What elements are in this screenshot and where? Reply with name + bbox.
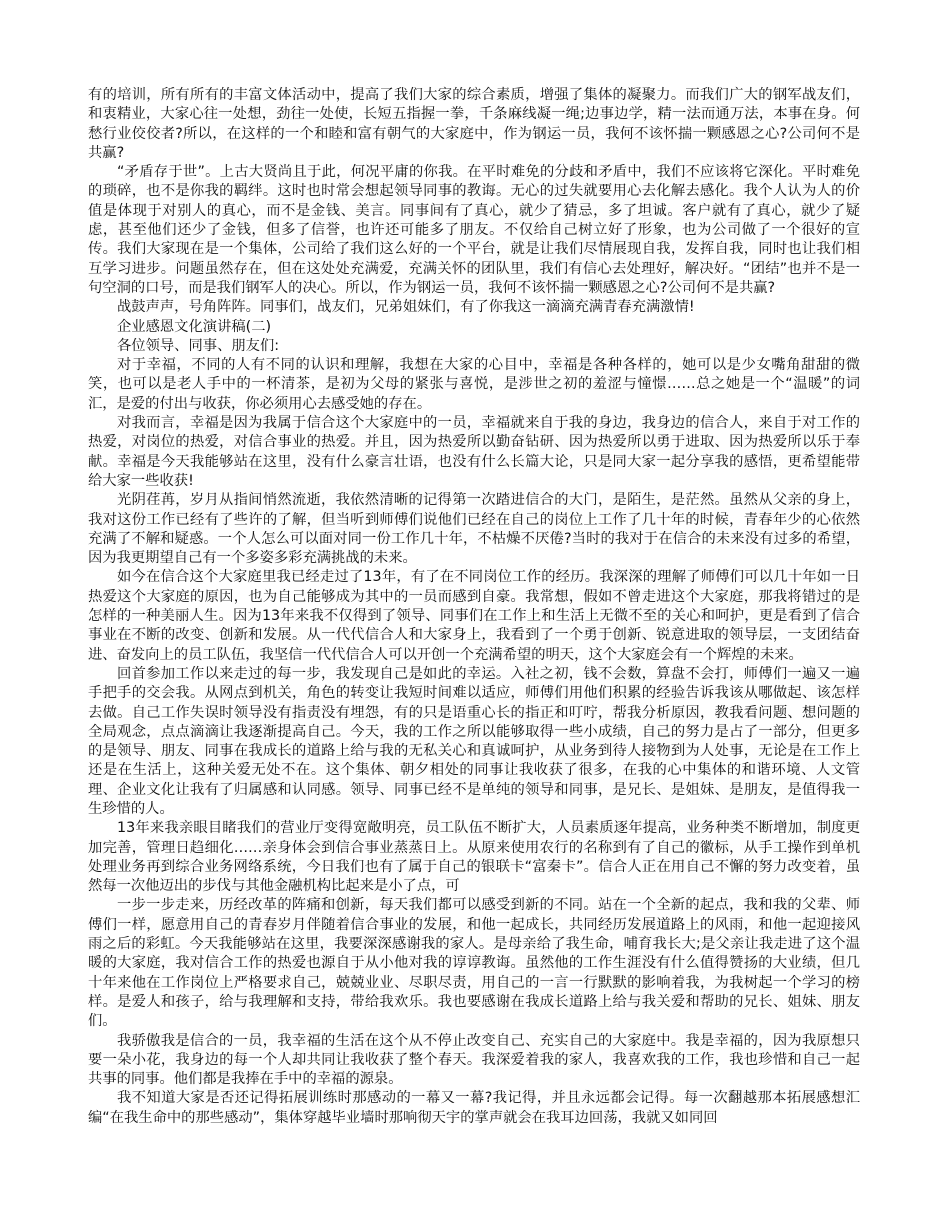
paragraph-14: 我不知道大家是否还记得拓展训练时那感动的一幕又一幕?我记得，并且永远都会记得。每一次翻越那本拓展感想汇编“在我生命中的那些感动”，集体穿越毕业墙时那响彻天宇的掌声就会在我耳边回荡，我就又如同回	[88, 1090, 860, 1126]
paragraph-3: 战鼓声声，号角阵阵。同事们，战友们，兄弟姐妹们，有了你我这一滴滴充满青春充满激情!	[117, 299, 695, 316]
document-page	[88, 86, 860, 1128]
paragraph-2: “矛盾存于世”。上古大贤尚且于此，何况平庸的你我。在平时难免的分歧和矛盾中，我们不应该将它深化。平时难免的琐碎，也不是你我的羁绊。这时也时常会想起领导同事的教诲。无心的过失就要用心去化解去感化。我个人认为人的价值是体现于对别人的真心，而不是金钱、美言。同事间有了真心，就少了猜忌，多了坦诚。客户就有了真心，就少了疑虑，甚至他们还少了金钱，但多了信誉，也许还可能多了朋友。不仅给自己树立好了形象，也为公司做了一个很好的宣传。我们大家现在是一个集体，公司给了我们这么好的一个平台，就是让我们尽情展现自我，发挥自我，同时也让我们相互学习进步。问题虽然存在，但在这处处充满爱，充满关怀的团队里，我们有信心去处理好，解决好。“团结”也并不是一句空洞的口号，而是我们钢军人的决心。所以，作为钢运一员，我何不该怀揣一颗感恩之心?公司何不是共赢?	[88, 164, 860, 296]
section-heading: 企业感恩文化演讲稿(二)	[117, 318, 272, 335]
paragraph-12: 一步一步走来，历经改革的阵痛和创新，每天我们都可以感受到新的不同。站在一个全新的起点，我和我的父辈、师傅们一样，愿意用自己的青春岁月伴随着信合事业的发展，和他一起成长，共同经历发展道路上的风雨，和他一起迎接风雨之后的彩虹。今天我能够站在这里，我要深深感谢我的家人。是母亲给了我生命，哺育我长大;是父亲让我走进了这个温暖的大家庭，我对信合工作的热爱也源自于从小他对我的谆谆教诲。虽然他的工作生涯没有什么值得赞扬的大业绩，但几十年来他在工作岗位上严格要求自己，兢兢业业、尽职尽责，用自己的一言一行默默的影响着我，为我树起一个学习的榜样。是爱人和孩子，给与我理解和支持，带给我欢乐。我也要感谢在我成长道路上给与我关爱和帮助的兄长、姐妹、朋友们。	[88, 897, 860, 1030]
paragraph-10: 回首参加工作以来走过的每一步，我发现自己是如此的幸运。入社之初，钱不会数，算盘不会打，师傅们一遍又一遍手把手的交会我。从网点到机关，角色的转变让我短时间难以适应，师傅们用他们积累的经验告诉我该从哪做起、该怎样去做。自己工作失误时领导没有指责没有埋怨，有的只是语重心长的指正和叮咛，帮我分析原因，教我看问题、想问题的全局观念，点点滴滴让我逐渐提高自己。今天，我的工作之所以能够取得一些小成绩，自己的努力是占了一部分，但更多的是领导、朋友、同事在我成长的道路上给与我的无私关心和真诚呵护，从业务到待人接物到为人处事，无论是在工作上还是在生活上，这种关爱无处不在。这个集体、朝夕相处的同事让我收获了很多，在我的心中集体的和谐环境、人文管理、企业文化让我有了归属感和认同感。领导、同事已经不是单纯的领导和同事，是兄长、是姐妹、是朋友，是值得我一生珍惜的人。	[88, 665, 860, 817]
paragraph-7: 对我而言，幸福是因为我属于信合这个大家庭中的一员，幸福就来自于我的身边，我身边的信合人，来自于对工作的热爱，对岗位的热爱，对信合事业的热爱。并且，因为热爱所以勤奋钻研、因为热爱所以勇于进取、因为热爱所以乐于奉献。幸福是今天我能够站在这里，没有什么豪言壮语，也没有什么长篇大论，只是同大家一起分享我的感悟，更希望能带给大家一些收获!	[88, 415, 860, 489]
paragraph-11: 13年来我亲眼目睹我们的营业厅变得宽敞明亮，员工队伍不断扩大，人员素质逐年提高，业务种类不断增加，制度更加完善，管理日趋细化……亲身体会到信合事业蒸蒸日上。从原来使用农行的名称到有了自己的徽标，从手工操作到单机处理业务再到综合业务网络系统，今日我们也有了属于自己的银联卡“富秦卡”。信合人正在用自己不懈的努力改变着，虽然每一次他迈出的步伐与其他金融机构比起来是小了点，可	[88, 820, 860, 895]
paragraph-8: 光阴荏苒，岁月从指间悄然流逝，我依然清晰的记得第一次踏进信合的大门，是陌生，是茫然。虽然从父亲的身上，我对这份工作已经有了些许的了解，但当听到师傅们说他们已经在自己的岗位上工作了几十年的时候，青春年少的心依然充满了不解和疑惑。一个人怎么可以面对同一份工作几十年，不枯燥不厌倦?当时的我对于在信合的未来没有过多的希望，因为我更期望自己有一个多姿多彩充满挑战的未来。	[88, 492, 860, 567]
salutation: 各位领导、同事、朋友们:	[117, 337, 280, 354]
paragraph-1: 有的培训，所有所有的丰富文体活动中，提高了我们大家的综合素质，增强了集体的凝聚力。而我们广大的钢军战友们，和衷精业，大家心往一处想，劲往一处使，长短五指握一拳，千条麻线凝一绳;边事边学，精一法而通万法，本事在身。何愁行业佼佼者?所以，在这样的一个和睦和富有朝气的大家庭中，作为钢运一员，我何不该怀揣一颗感恩之心?公司何不是共赢?	[88, 87, 860, 161]
paragraph-13: 我骄傲我是信合的一员，我幸福的生活在这个从不停止改变自己、充实自己的大家庭中。我是幸福的，因为我原想只要一朵小花，我身边的每一个人却共同让我收获了整个春天。我深爱着我的家人，我喜欢我的工作，我也珍惜和自己一起共事的同事。他们都是我捧在手中的幸福的源泉。	[88, 1032, 860, 1088]
paragraph-6: 对于幸福，不同的人有不同的认识和理解，我想在大家的心目中，幸福是各种各样的，她可以是少女嘴角甜甜的微笑，也可以是老人手中的一杯清茶，是初为父母的紧张与喜悦，是涉世之初的羞涩与憧憬……总之她是一个“温暖”的词汇，是爱的付出与收获，你必须用心去感受她的存在。	[88, 357, 860, 412]
paragraph-9: 如今在信合这个大家庭里我已经走过了13年，有了在不同岗位工作的经历。我深深的理解了师傅们可以几十年如一日热爱这个大家庭的原因，也为自己能够成为其中的一员而感到自豪。我常想，假如不曾走进这个大家庭，那我将错过的是怎样的一种美丽人生。因为13年来我不仅得到了领导、同事们在工作上和生活上无微不至的关心和呵护，更是看到了信合事业在不断的改变、创新和发展。从一代代信合人和大家身上，我看到了一个勇于创新、锐意进取的领导层，一支团结奋进、奋发向上的员工队伍，我坚信一代代信合人可以开创一个充满希望的明天，这个大家庭会有一个辉煌的未来。	[88, 569, 860, 663]
